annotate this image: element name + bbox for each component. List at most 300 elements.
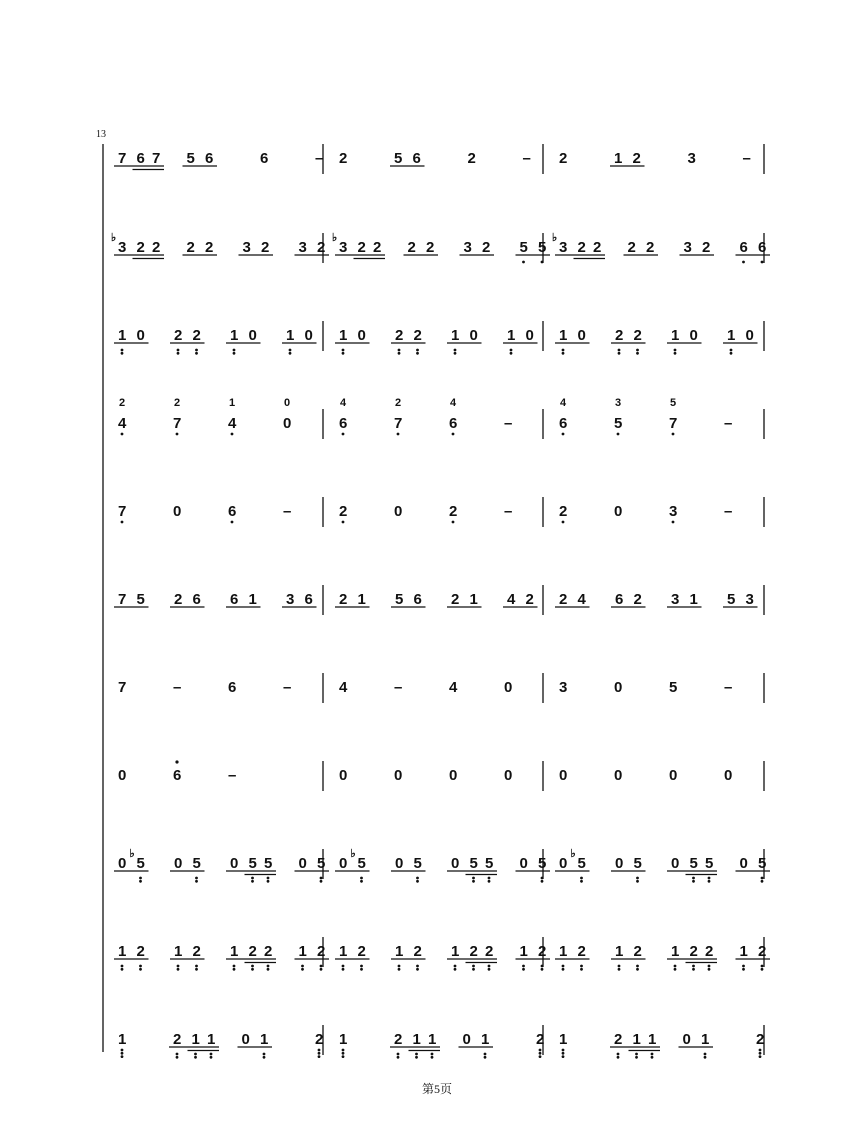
note: 5 (136, 855, 145, 872)
measure (559, 679, 732, 696)
octave-dot (674, 968, 677, 971)
octave-dot (431, 1056, 434, 1059)
note: 6 (739, 239, 748, 256)
note: 0 (174, 855, 183, 872)
note: 5 (186, 150, 195, 167)
octave-dot (176, 1056, 179, 1059)
note: 1 (481, 1031, 490, 1048)
note: 1 (689, 591, 698, 608)
octave-dot (289, 349, 292, 352)
note: 0 (339, 767, 348, 784)
note: 4 (228, 415, 237, 432)
note: 6 (449, 415, 458, 432)
fingering-number: 3 (615, 397, 622, 409)
note: 2 (702, 239, 711, 256)
octave-dot (121, 1055, 124, 1058)
octave-dot (139, 877, 142, 880)
note: 2 (192, 943, 201, 960)
note: 1 (339, 943, 348, 960)
note: 5 (357, 855, 366, 872)
octave-dot (539, 1055, 542, 1058)
note: 5 (727, 591, 736, 608)
note: 2 (536, 1031, 545, 1048)
dash-note: – (504, 415, 513, 432)
note: 3 (118, 239, 127, 256)
note: 0 (118, 855, 127, 872)
measure (111, 232, 329, 259)
note: 2 (756, 1031, 765, 1048)
note: 2 (413, 327, 422, 344)
note: 0 (614, 679, 623, 696)
octave-dot (759, 1052, 762, 1055)
note: 2 (152, 239, 161, 256)
note: 1 (260, 1031, 269, 1048)
octave-dot (472, 877, 475, 880)
score-rows (111, 144, 770, 1059)
measure (559, 767, 732, 784)
note: 1 (118, 943, 127, 960)
note: 5 (136, 591, 145, 608)
measure (339, 1031, 544, 1059)
octave-dot (416, 349, 419, 352)
note: 1 (507, 327, 516, 344)
note: 5 (248, 855, 257, 872)
note: 1 (559, 1031, 568, 1048)
note: 1 (469, 591, 478, 608)
note: 6 (412, 150, 421, 167)
flat-sign: ♭ (332, 232, 338, 244)
note: 5 (689, 855, 698, 872)
octave-dot (342, 1052, 345, 1055)
note: 1 (207, 1031, 216, 1048)
octave-dot (210, 1056, 213, 1059)
note: 1 (671, 943, 680, 960)
octave-dot (510, 349, 513, 352)
octave-dot (267, 880, 270, 883)
note: 0 (462, 1031, 471, 1048)
note: 0 (682, 1031, 691, 1048)
score-row (114, 321, 764, 355)
note: 2 (615, 327, 624, 344)
octave-dot (194, 1053, 197, 1056)
octave-dot (742, 261, 745, 264)
octave-dot (121, 965, 124, 968)
octave-dot (708, 877, 711, 880)
octave-dot (562, 1055, 565, 1058)
note: 1 (615, 943, 624, 960)
octave-dot (267, 968, 270, 971)
octave-dot (580, 968, 583, 971)
octave-dot (397, 433, 400, 436)
octave-dot (121, 352, 124, 355)
octave-dot (233, 349, 236, 352)
note: 2 (413, 943, 422, 960)
octave-dot (541, 968, 544, 971)
measure (335, 591, 538, 608)
note: 2 (339, 591, 348, 608)
note: 2 (467, 150, 476, 167)
note: 0 (525, 327, 534, 344)
measure (339, 150, 531, 167)
note: 2 (174, 591, 183, 608)
dash-note: – (724, 415, 733, 432)
note: 1 (648, 1031, 657, 1048)
octave-dot (267, 965, 270, 968)
note: 0 (230, 855, 239, 872)
octave-dot (320, 965, 323, 968)
note: 5 (577, 855, 586, 872)
flat-sign: ♭ (111, 232, 117, 244)
note: 1 (559, 327, 568, 344)
note: 2 (357, 239, 366, 256)
measure (339, 397, 512, 435)
note: 6 (615, 591, 624, 608)
note: 2 (593, 239, 602, 256)
note: 5 (705, 855, 714, 872)
measure (332, 232, 550, 263)
octave-dot (416, 880, 419, 883)
note: 1 (451, 327, 460, 344)
measure (118, 679, 291, 696)
octave-dot (263, 1053, 266, 1056)
octave-dot (398, 968, 401, 971)
octave-dot (618, 965, 621, 968)
octave-dot (233, 965, 236, 968)
note: 1 (559, 943, 568, 960)
octave-dot (121, 349, 124, 352)
octave-dot (454, 349, 457, 352)
note: 5 (317, 855, 326, 872)
note: 5 (614, 415, 623, 432)
measure (114, 848, 329, 883)
octave-dot (233, 968, 236, 971)
measure (335, 943, 550, 971)
octave-dot (452, 433, 455, 436)
octave-dot (454, 968, 457, 971)
note: 1 (739, 943, 748, 960)
note: 2 (186, 239, 195, 256)
octave-dot (195, 352, 198, 355)
octave-dot (416, 965, 419, 968)
octave-dot (320, 877, 323, 880)
octave-dot (488, 965, 491, 968)
dash-note: – (283, 503, 292, 520)
octave-dot (730, 349, 733, 352)
note: 6 (173, 767, 182, 784)
note: 1 (118, 1031, 127, 1048)
measure (559, 397, 732, 435)
note: 3 (671, 591, 680, 608)
note: 1 (614, 150, 623, 167)
measure (555, 591, 758, 608)
octave-dot (636, 352, 639, 355)
note: 0 (248, 327, 257, 344)
note: 2 (373, 239, 382, 256)
note: 1 (671, 327, 680, 344)
octave-dot (121, 968, 124, 971)
measure (118, 397, 291, 435)
note: 2 (205, 239, 214, 256)
octave-dot (617, 1056, 620, 1059)
octave-dot (194, 1056, 197, 1059)
octave-dot (263, 1056, 266, 1059)
note: 2 (646, 239, 655, 256)
octave-dot (397, 1053, 400, 1056)
octave-dot (562, 1049, 565, 1052)
octave-dot (195, 968, 198, 971)
note: 2 (339, 150, 348, 167)
note: 0 (173, 503, 182, 520)
note: 2 (538, 943, 547, 960)
octave-dot (742, 965, 745, 968)
fingering-number: 1 (229, 397, 236, 409)
note: 4 (507, 591, 516, 608)
octave-dot (452, 521, 455, 524)
note: 3 (463, 239, 472, 256)
octave-dot (251, 968, 254, 971)
octave-dot (231, 433, 234, 436)
octave-dot (692, 968, 695, 971)
note: 2 (632, 150, 641, 167)
note: 6 (559, 415, 568, 432)
dash-note: – (742, 150, 751, 167)
note: 1 (428, 1031, 437, 1048)
octave-dot (484, 1053, 487, 1056)
note: 5 (469, 855, 478, 872)
note: 0 (614, 767, 623, 784)
note: 0 (504, 679, 513, 696)
fingering-number: 4 (450, 397, 457, 409)
octave-dot (320, 968, 323, 971)
note: 0 (298, 855, 307, 872)
octave-dot (617, 1053, 620, 1056)
octave-dot (484, 1056, 487, 1059)
octave-dot (761, 877, 764, 880)
octave-dot (398, 349, 401, 352)
note: 7 (118, 679, 127, 696)
note: 2 (633, 591, 642, 608)
octave-dot (398, 965, 401, 968)
octave-dot (672, 433, 675, 436)
note: 3 (559, 679, 568, 696)
note: 5 (538, 855, 547, 872)
note: 4 (577, 591, 586, 608)
note: 0 (136, 327, 145, 344)
octave-dot (651, 1053, 654, 1056)
note: 2 (192, 327, 201, 344)
note: 7 (173, 415, 182, 432)
note: 2 (614, 1031, 623, 1048)
octave-dot (708, 968, 711, 971)
note: 0 (118, 767, 127, 784)
octave-dot (472, 968, 475, 971)
octave-dot (342, 433, 345, 436)
note: 3 (683, 239, 692, 256)
note: 4 (118, 415, 127, 432)
octave-dot (251, 880, 254, 883)
octave-dot (730, 352, 733, 355)
note: 7 (118, 503, 127, 520)
note: 2 (525, 591, 534, 608)
octave-dot (416, 968, 419, 971)
octave-dot (488, 968, 491, 971)
octave-dot (541, 880, 544, 883)
dash-note: – (724, 679, 733, 696)
fingering-number: 5 (670, 397, 677, 409)
note: 5 (519, 239, 528, 256)
note: 2 (136, 239, 145, 256)
note: 0 (504, 767, 513, 784)
octave-dot (761, 968, 764, 971)
octave-dot (562, 965, 565, 968)
note: 1 (286, 327, 295, 344)
octave-dot (539, 1052, 542, 1055)
octave-dot (360, 965, 363, 968)
fingering-number: 2 (119, 397, 126, 409)
octave-dot (562, 352, 565, 355)
octave-dot (704, 1053, 707, 1056)
note: 1 (191, 1031, 200, 1048)
octave-dot (176, 433, 179, 436)
octave-dot (454, 965, 457, 968)
note: 1 (357, 591, 366, 608)
octave-dot (175, 760, 178, 763)
note: 5 (758, 855, 767, 872)
note: 7 (669, 415, 678, 432)
note: 1 (174, 943, 183, 960)
octave-dot (176, 1053, 179, 1056)
octave-dot (431, 1053, 434, 1056)
note: 7 (118, 591, 127, 608)
octave-dot (342, 968, 345, 971)
note: 2 (758, 943, 767, 960)
dash-note: – (283, 679, 292, 696)
note: 7 (152, 150, 161, 167)
note: 4 (449, 679, 458, 696)
note: 2 (395, 327, 404, 344)
note: 2 (264, 943, 273, 960)
note: 2 (426, 239, 435, 256)
note: 5 (538, 239, 547, 256)
note: 0 (615, 855, 624, 872)
measure (114, 943, 329, 971)
note: 1 (230, 943, 239, 960)
octave-dot (674, 352, 677, 355)
octave-dot (672, 521, 675, 524)
note: 0 (559, 767, 568, 784)
note: 0 (745, 327, 754, 344)
page-footer: 第5页 (422, 1082, 453, 1096)
octave-dot (522, 968, 525, 971)
octave-dot (301, 965, 304, 968)
octave-dot (636, 349, 639, 352)
octave-dot (177, 968, 180, 971)
octave-dot (617, 433, 620, 436)
octave-dot (342, 349, 345, 352)
note: 2 (633, 327, 642, 344)
measure (114, 591, 317, 608)
octave-dot (177, 349, 180, 352)
fingering-number: 4 (340, 397, 347, 409)
note: 0 (394, 503, 403, 520)
octave-dot (472, 965, 475, 968)
note: 5 (669, 679, 678, 696)
measure (555, 848, 770, 883)
note: 0 (689, 327, 698, 344)
octave-dot (139, 968, 142, 971)
score-row (111, 232, 770, 263)
octave-dot (708, 965, 711, 968)
note: 1 (248, 591, 257, 608)
note: 6 (339, 415, 348, 432)
measure-number: 13 (96, 129, 106, 140)
measure (555, 943, 770, 971)
octave-dot (522, 965, 525, 968)
note: 3 (687, 150, 696, 167)
octave-dot (618, 968, 621, 971)
octave-dot (360, 968, 363, 971)
octave-dot (342, 352, 345, 355)
note: 2 (248, 943, 257, 960)
fingering-number: 2 (395, 397, 402, 409)
score-row (118, 397, 764, 439)
octave-dot (742, 968, 745, 971)
dash-note: – (394, 679, 403, 696)
octave-dot (472, 880, 475, 883)
measure (335, 327, 538, 355)
octave-dot (562, 521, 565, 524)
octave-dot (342, 521, 345, 524)
octave-dot (360, 877, 363, 880)
note: 4 (339, 679, 348, 696)
note: 0 (357, 327, 366, 344)
note: 6 (205, 150, 214, 167)
octave-dot (488, 877, 491, 880)
octave-dot (580, 877, 583, 880)
note: 0 (339, 855, 348, 872)
measure (552, 232, 770, 263)
note: 3 (286, 591, 295, 608)
octave-dot (177, 965, 180, 968)
note: 1 (701, 1031, 710, 1048)
note: 3 (298, 239, 307, 256)
octave-dot (562, 968, 565, 971)
note: 0 (614, 503, 623, 520)
octave-dot (342, 1055, 345, 1058)
note: 6 (136, 150, 145, 167)
octave-dot (415, 1056, 418, 1059)
note: 0 (395, 855, 404, 872)
measure (559, 1031, 764, 1059)
note: 1 (395, 943, 404, 960)
measure (559, 503, 732, 523)
measure (118, 503, 291, 523)
note: 6 (413, 591, 422, 608)
note: 3 (669, 503, 678, 520)
score-row (118, 1025, 764, 1059)
fingering-number: 2 (174, 397, 181, 409)
note: 6 (260, 150, 269, 167)
note: 3 (242, 239, 251, 256)
score-row (114, 585, 764, 615)
measure (339, 767, 512, 784)
octave-dot (692, 880, 695, 883)
note: 2 (451, 591, 460, 608)
octave-dot (636, 877, 639, 880)
octave-dot (562, 349, 565, 352)
note: 6 (228, 679, 237, 696)
note: 1 (451, 943, 460, 960)
